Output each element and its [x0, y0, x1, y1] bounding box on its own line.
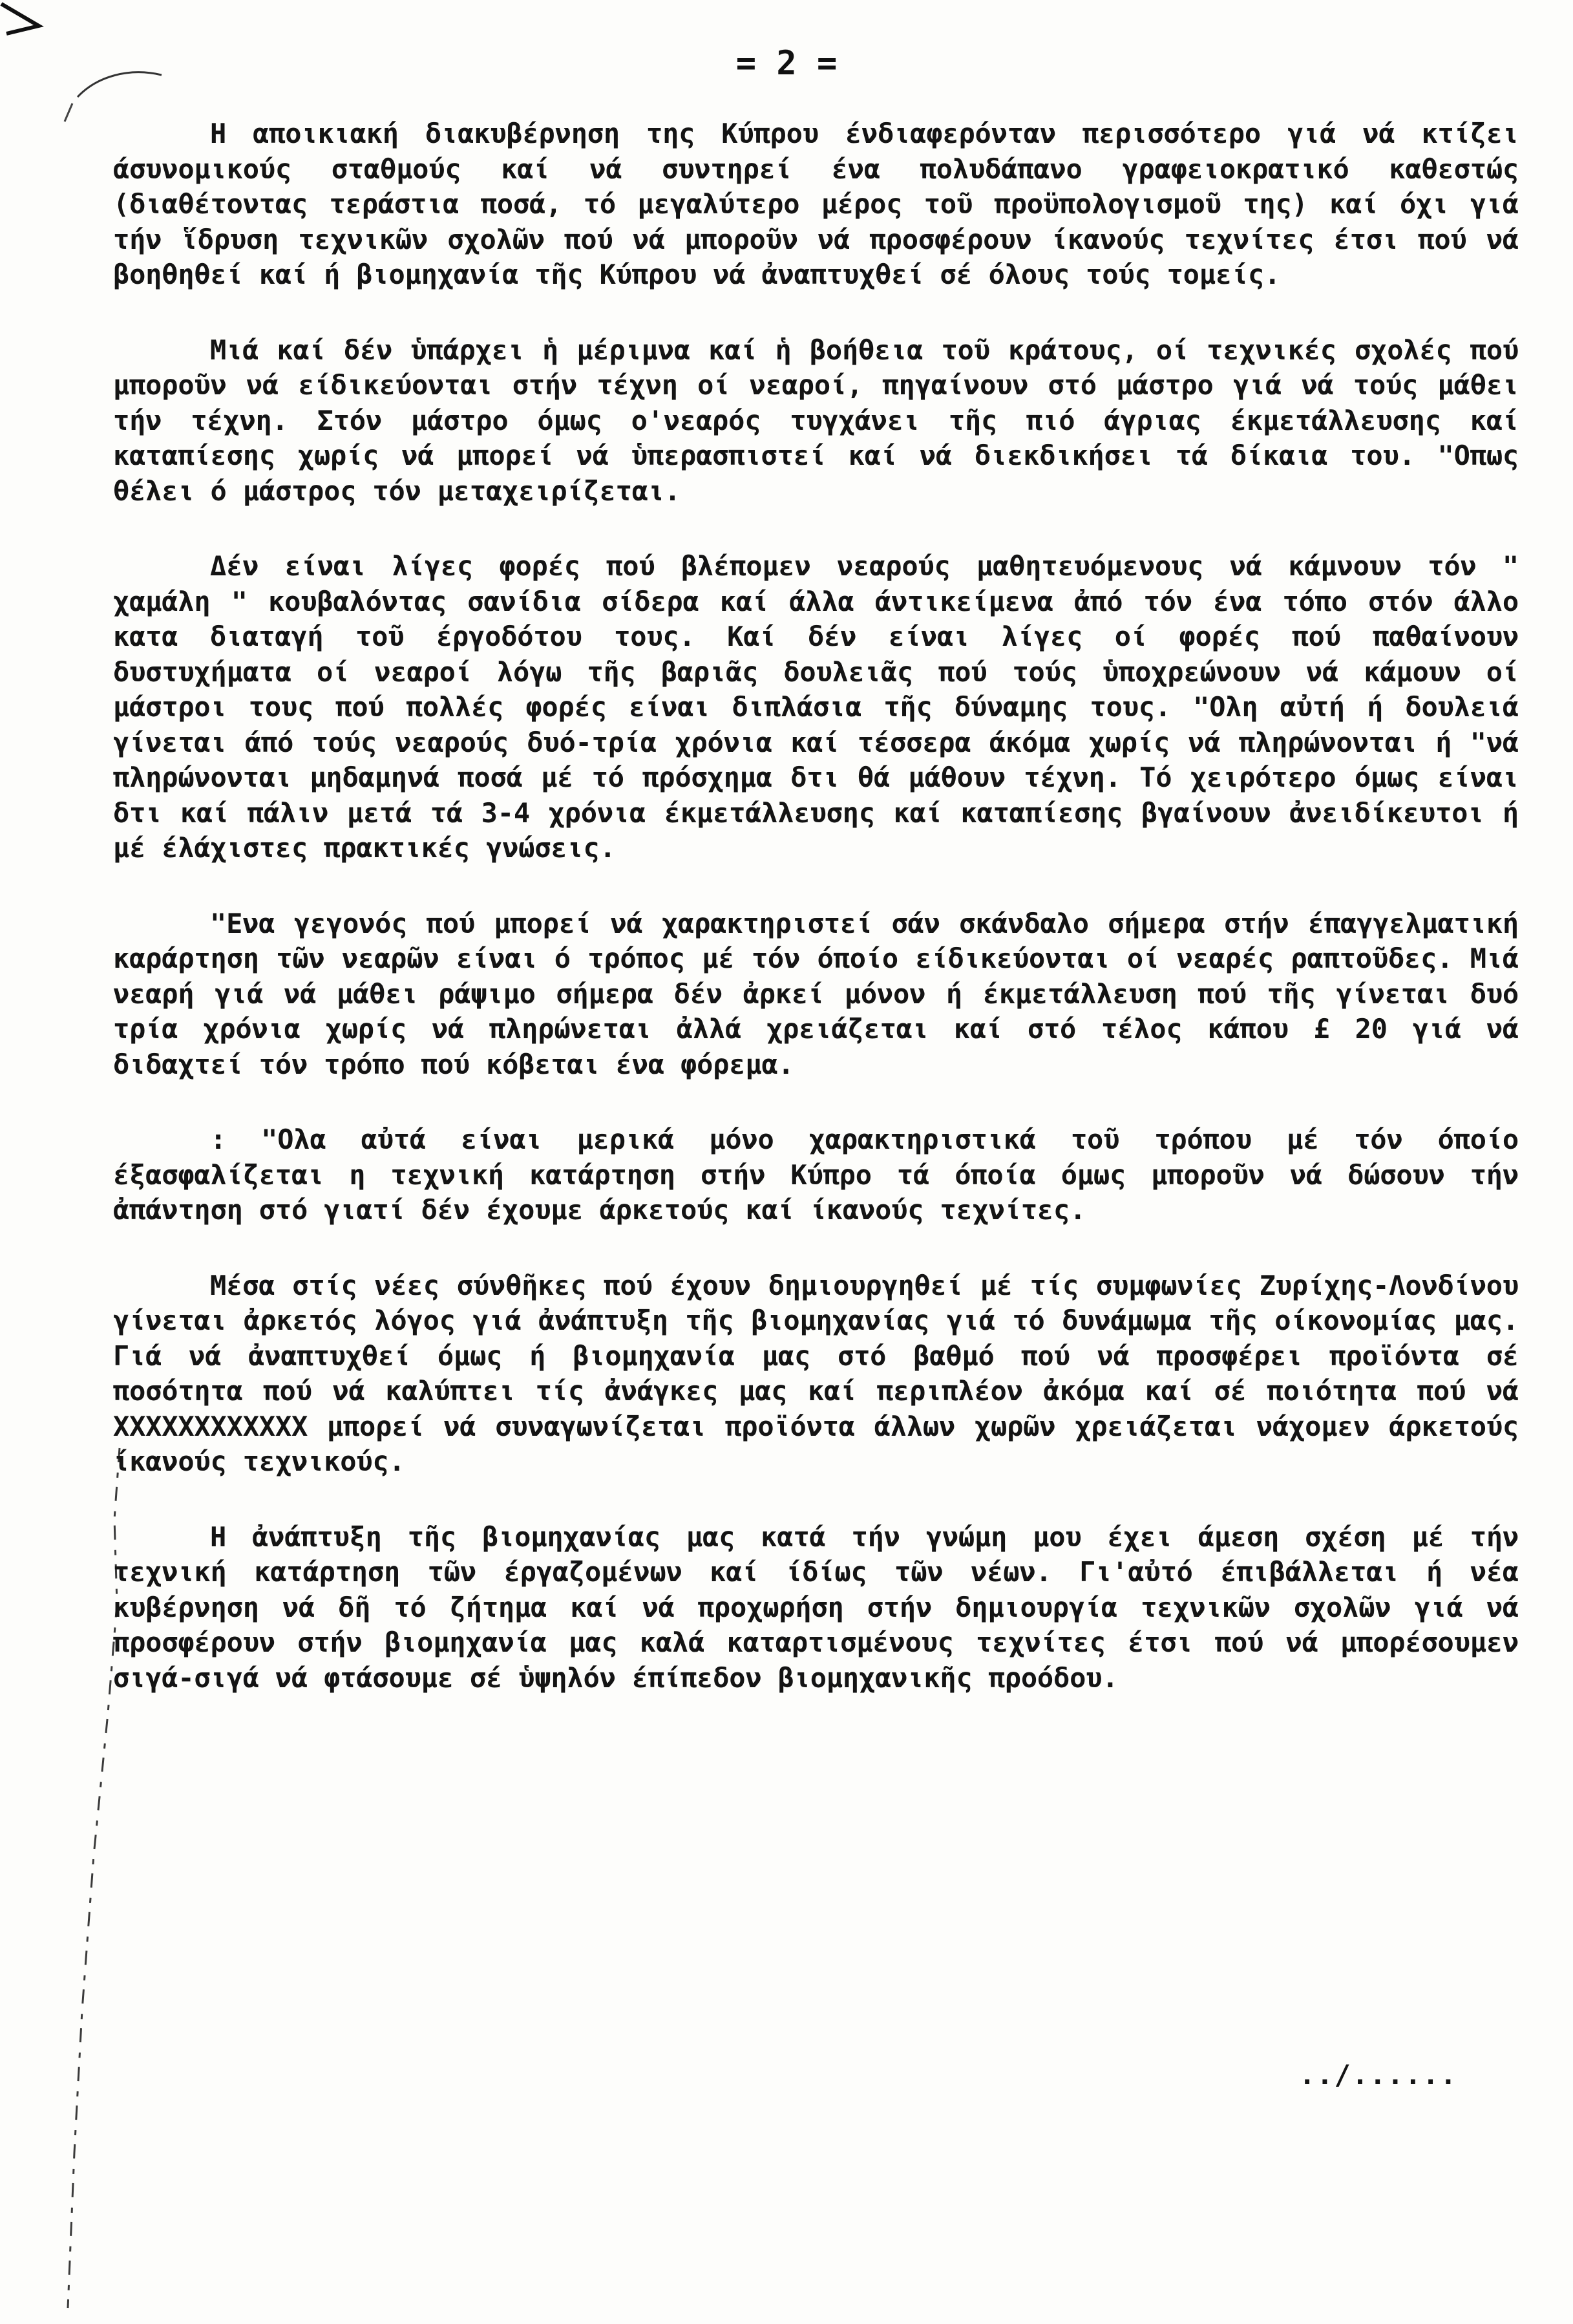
- document-body: [113, 116, 1519, 1736]
- paragraph-summary: : "Ολα αὐτά είναι μερικά μόνο χαρακτηριστικά τοῦ τρόπου μέ τόν όποίο έξασφαλίζεται η τεχνική κατάρτηση στήν Κύπρο τά όποία όμως μποροῦν νά δώσουν τήν ἀπάντηση στό γιατί δέν έχουμε άρκετούς καί ίκανούς τεχνίτες.: [113, 1124, 1519, 1226]
- paragraph-zurich-london-agreements: Μέσα στίς νέες σύνθῆκες πού έχουν δημιουργηθεί μέ τίς συμφωνίες Ζυρίχης-Λονδίνου γίνεται ἀρκετός λόγος γιά ἀνάπτυξη τῆς βιομηχανίας γιά τό δυνάμωμα τῆς οίκονομίας μας. Γιά νά ἀναπτυχθεί όμως ή βιομηχανία μας στό βαθμό πού νά προσφέρει προϊόντα σέ ποσότητα πού νά καλύπτει τίς ἀνάγκες μας καί περιπλέον ἀκόμα καί σέ ποιότητα πού νά ΧΧΧΧΧΧΧΧΧΧΧΧ μπορεί νά συναγωνίζεται προϊόντα άλλων χωρῶν χρειάζεται νάχομεν άρκετούς ίκανούς τεχνικούς.: [113, 1269, 1519, 1477]
- paragraph-seamstress-training: "Ενα γεγονός πού μπορεί νά χαρακτηριστεί σάν σκάνδαλο σήμερα στήν έπαγγελματική καράρτηση τῶν νεαρῶν είναι ό τρόπος μέ τόν όποίο είδικεύονται οί νεαρές ραπτοῦδες. Μιά νεαρή γιά νά μάθει ράψιμο σήμερα δέν ἀρκεί μόνον ή έκμετάλλευση πού τῆς γίνεται δυό τρία χρόνια χωρίς νά πληρώνεται ἀλλά χρειάζεται καί στό τέλος κάπου £ 20 γιά νά διδαχτεί τόν τρόπο πού κόβεται ένα φόρεμα.: [113, 907, 1519, 1080]
- paragraph-industry-development: Η ἀνάπτυξη τῆς βιομηχανίας μας κατά τήν γνώμη μου έχει άμεση σχέση μέ τήν τεχνική κατάρτηση τῶν έργαζομένων καί ίδίως τῶν νέων. Γι'αὐτό έπιβάλλεται ή νέα κυβέρνηση νά δῆ τό ζήτημα καί νά προχωρήση στήν δημιουργία τεχνικῶν σχολῶν γιά νά προσφέρουν στήν βιομηχανία μας καλά καταρτισμένους τεχνίτες έτσι πού νά μπορέσουμεν σιγά-σιγά νά φτάσουμε σέ ὑψηλόν έπίπεδον βιομηχανικῆς προόδου.: [113, 1520, 1519, 1694]
- paragraph-master-apprenticeship: Μιά καί δέν ὑπάρχει ἡ μέριμνα καί ἡ βοήθεια τοῦ κράτους, οί τεχνικές σχολές πού μποροῦν νά είδικεύονται στήν τέχνη οί νεαροί, πηγαίνουν στό μάστρο γιά νά τούς μάθει τήν τέχνη. Στόν μάστρο όμως ο'νεαρός τυγχάνει τῆς πιό άγριας έκμετάλλευσης καί καταπίεσης χωρίς νά μπορεί νά ὑπερασπιστεί καί νά διεκδικήσει τά δίκαια του. "Οπως θέλει ό μάστρος τόν μεταχειρίζεται.: [113, 334, 1519, 507]
- continuation-mark: ../......: [1299, 2059, 1458, 2091]
- paragraph-apprentice-exploitation: Δέν είναι λίγες φορές πού βλέπομεν νεαρούς μαθητευόμενους νά κάμνουν τόν " χαμάλη " κουβαλόντας σανίδια σίδερα καί άλλα άντικείμενα ἀπό τόν ένα τόπο στόν άλλο κατα διαταγή τοῦ έργοδότου τους. Καί δέν είναι λίγες οί φορές πού παθαίνουν δυστυχήματα οί νεαροί λόγω τῆς βαριᾶς δουλειᾶς πού τούς ὑποχρεώνουν νά κάμουν οί μάστροι τους πού πολλές φορές είναι διπλάσια τῆς δύναμης τους. "Ολη αὐτή ή δουλειά γίνεται άπό τούς νεαρούς δυό-τρία χρόνια καί τέσσερα άκόμα χωρίς νά πληρώνονται ή "νά πληρώνονται μηδαμηνά ποσά μέ τό πρόσχημα δτι θά μάθουν τέχνη. Τό χειρότερο όμως είναι δτι καί πάλιν μετά τά 3-4 χρόνια έκμετάλλευσης καί καταπίεσης βγαίνουν ἀνειδίκευτοι ή μέ έλάχιστες πρακτικές γνώσεις.: [113, 550, 1519, 864]
- paragraph-colonial-government: Η αποικιακή διακυβέρνηση της Κύπρου ένδιαφερόνταν περισσότερο γιά νά κτίζει άσυνομικούς σταθμούς καί νά συντηρεί ένα πολυδάπανο γραφειοκρατικό καθεστώς (διαθέτοντας τεράστια ποσά, τό μεγαλύτερο μέρος τοῦ προϋπολογισμοῦ της) καί όχι γιά τήν ἵδρυση τεχνικῶν σχολῶν πού νά μποροῦν νά προσφέρουν ίκανούς τεχνίτες έτσι πού νά βοηθηθεί καί ή βιομηχανία τῆς Κύπρου νά ἀναπτυχθεί σέ όλους τούς τομείς.: [113, 118, 1519, 290]
- page-number: = 2 =: [735, 44, 838, 83]
